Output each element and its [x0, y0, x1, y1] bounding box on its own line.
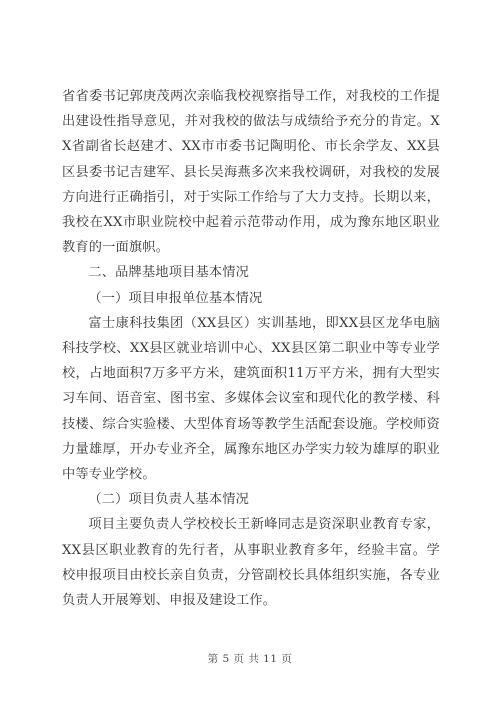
paragraph-leader-info: 项目主要负责人学校校长王新峰同志是资深职业教育专家，XX县区职业教育的先行者，从事职业教育多年，经验丰富。学校申报项目由校长亲自负责，分管副校长具体组织实施，各专业负责人开展筹划、申报及建设工作。	[62, 517, 440, 609]
subsection-heading-1: （一）项目申报单位基本情况	[88, 290, 263, 306]
section-heading: 二、品牌基地项目基本情况	[88, 265, 250, 281]
page-footer: 第 5 页 共 11 页	[207, 653, 293, 665]
paragraph-continuation: 省省委书记郭庚茂两次亲临我校视察指导工作，对我校的工作提出建设性指导意见，并对我校的做法与成绩给予充分的肯定。XX省副省长赵建才、XX市市委书记陶明伦、市长余学友、XX县区县委书记吉建军、县长吴海燕多次来我校调研，对我校的发展方向进行正确指引，对于实际工作给与了大力支持。长期以来，我校在XX市职业院校中起着示范带动作用，成为豫东地区职业教育的一面旗帜。	[62, 89, 440, 256]
paragraph-applicant-info: 富士康科技集团（XX县区）实训基地，即XX县区龙华电脑科技学校、XX县区就业培训中心、XX县区第二职业中等专业学校，占地面积7万多平方米，建筑面积11万平方米，拥有大型实习车间、语音室、图书室、多媒体会议室和现代化的教学楼、科技楼、综合实验楼、大型体育场等教学生活配套设施。学校师资力量雄厚，开办专业齐全，属豫东地区办学实力较为雄厚的职业中等专业学校。	[62, 315, 440, 483]
document-body	[62, 84, 440, 613]
subsection-heading-2: （二）项目负责人基本情况	[88, 492, 250, 508]
